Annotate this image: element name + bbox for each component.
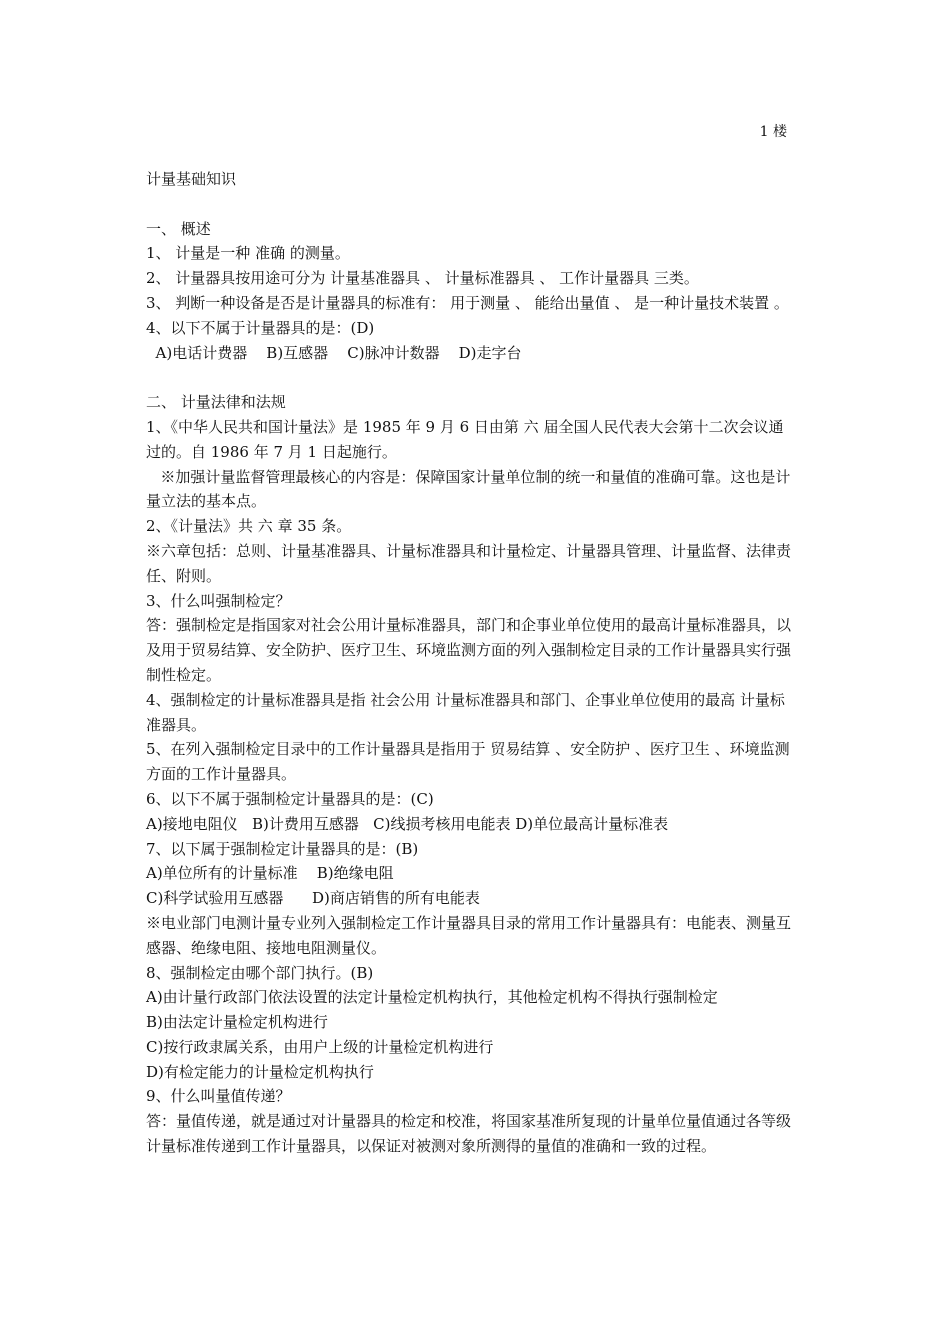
paragraph: 3、 判断一种设备是否是计量器具的标准有： 用于测量 、 能给出量值 、 是一种计量技术装置 。 xyxy=(146,293,789,312)
answer-option: B)由法定计量检定机构进行 xyxy=(146,1013,328,1032)
document-title: 计量基础知识 xyxy=(146,170,237,188)
document-body xyxy=(146,167,796,1159)
paragraph: 2、 计量器具按用途可分为 计量基准器具 、 计量标准器具 、 工作计量器具 三类。 xyxy=(146,269,699,288)
answer-options: A)接地电阻仪 B)计费用互感器 C)线损考核用电能表 D)单位最高计量标准表 xyxy=(146,814,669,833)
answer-options: A)单位所有的计量标准 B)绝缘电阻 xyxy=(146,864,394,883)
answer-option: C)按行政隶属关系，由用户上级的计量检定机构进行 xyxy=(146,1037,494,1056)
paragraph: 9、什么叫量值传递？ xyxy=(146,1087,291,1106)
paragraph: ※电业部门电测计量专业列入强制检定工作计量器具目录的常用工作计量器具有：电能表、测量互感器、绝缘电阻、接地电阻测量仪。 xyxy=(146,913,792,957)
floor-label: 1 楼 xyxy=(759,124,787,140)
answer-options: A)电话计费器 B)互感器 C)脉冲计数器 D)走字台 xyxy=(146,343,522,362)
paragraph: 4、以下不属于计量器具的是：(D) xyxy=(146,318,375,337)
paragraph: 4、强制检定的计量标准器具是指 社会公用 计量标准器具和部门、企事业单位使用的最高 计量标准器具。 xyxy=(146,690,785,734)
blank-line xyxy=(146,365,796,390)
section-heading-overview: 一、 概述 xyxy=(146,219,211,238)
section-heading-law: 二、 计量法律和法规 xyxy=(146,393,286,412)
paragraph: 答：量值传递，就是通过对计量器具的检定和校准，将国家基准所复现的计量单位量值通过各等级计量标准传递到工作计量器具，以保证对被测对象所测得的量值的准确和一致的过程。 xyxy=(146,1112,792,1156)
paragraph: 3、什么叫强制检定？ xyxy=(146,591,291,610)
paragraph: 6、以下不属于强制检定计量器具的是：(C) xyxy=(146,789,434,808)
paragraph: 7、以下属于强制检定计量器具的是：(B) xyxy=(146,839,419,858)
answer-option: A)由计量行政部门依法设置的法定计量检定机构执行，其他检定机构不得执行强制检定 xyxy=(146,988,718,1007)
paragraph: 5、在列入强制检定目录中的工作计量器具是指用于 贸易结算 、安全防护 、医疗卫生 、环境监测 方面的工作计量器具。 xyxy=(146,740,795,784)
paragraph: 1、《中华人民共和国计量法》是 1985 年 9 月 6 日由第 六 届全国人民代表大会第十二次会议通过的。自 1986 年 7 月 1 日起施行。 xyxy=(146,417,784,461)
paragraph: 2、《计量法》共 六 章 35 条。 xyxy=(146,517,352,536)
paragraph: 答：强制检定是指国家对社会公用计量标准器具，部门和企事业单位使用的最高计量标准器具，以及用于贸易结算、安全防护、医疗卫生、环境监测方面的列入强制检定目录的工作计量器具实行强制性检定。 xyxy=(146,616,792,684)
paragraph: ※六章包括：总则、计量基准器具、计量标准器具和计量检定、计量器具管理、计量监督、法律责任、附则。 xyxy=(146,541,792,585)
answer-options: C)科学试验用互感器 D)商店销售的所有电能表 xyxy=(146,889,480,908)
paragraph: 8、强制检定由哪个部门执行。(B) xyxy=(146,963,374,982)
paragraph: ※加强计量监督管理最核心的内容是：保障国家计量单位制的统一和量值的准确可靠。这也是计量立法的基本点。 xyxy=(146,467,791,511)
paragraph: 1、 计量是一种 准确 的测量。 xyxy=(146,244,350,263)
answer-option: D)有检定能力的计量检定机构执行 xyxy=(146,1062,374,1081)
